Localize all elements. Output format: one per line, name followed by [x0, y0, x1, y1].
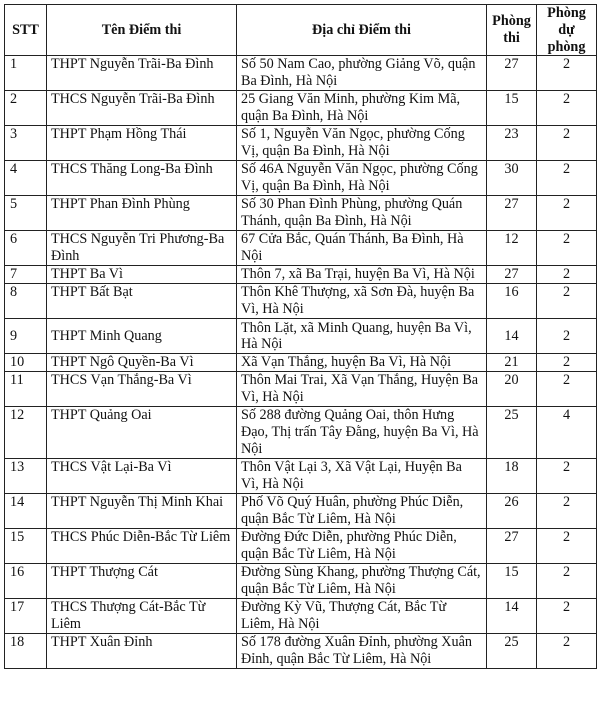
table-row	[5, 266, 597, 284]
cell-stt: 4	[5, 161, 47, 196]
cell-address: Thôn Lặt, xã Minh Quang, huyện Ba Vì, Hà Nội	[237, 319, 487, 354]
cell-reserve: 2	[537, 56, 597, 91]
cell-name: THPT Ngô Quyền-Ba Vì	[47, 354, 237, 372]
header-reserve-line1: Phòng	[547, 5, 586, 21]
cell-address: Đường Đức Diễn, phường Phúc Diễn, quận Bắc Từ Liêm, Hà Nội	[237, 529, 487, 564]
cell-stt: 1	[5, 56, 47, 91]
cell-name: THPT Quảng Oai	[47, 407, 237, 459]
cell-rooms: 30	[487, 161, 537, 196]
cell-address: Số 178 đường Xuân Đỉnh, phường Xuân Đỉnh, quận Bắc Từ Liêm, Hà Nội	[237, 634, 487, 669]
cell-rooms: 26	[487, 494, 537, 529]
cell-address: 25 Giang Văn Minh, phường Kim Mã, quận Ba Đình, Hà Nội	[237, 91, 487, 126]
header-reserve-line3: phòng	[547, 38, 586, 55]
cell-reserve: 2	[537, 354, 597, 372]
cell-rooms: 15	[487, 564, 537, 599]
cell-reserve: 2	[537, 196, 597, 231]
cell-stt: 14	[5, 494, 47, 529]
table-row	[5, 564, 597, 599]
cell-address: Thôn Khê Thượng, xã Sơn Đà, huyện Ba Vì, Hà Nội	[237, 284, 487, 319]
cell-name: THPT Ba Vì	[47, 266, 237, 284]
cell-rooms: 23	[487, 126, 537, 161]
cell-reserve: 2	[537, 231, 597, 266]
cell-address: Thôn Mai Trai, Xã Vạn Thắng, Huyện Ba Vì, Hà Nội	[237, 372, 487, 407]
header-reserve-line2: dự	[558, 21, 575, 38]
table-row	[5, 529, 597, 564]
cell-reserve: 2	[537, 634, 597, 669]
table-row	[5, 494, 597, 529]
table-row	[5, 407, 597, 459]
cell-name: THCS Thượng Cát-Bắc Từ Liêm	[47, 599, 237, 634]
cell-name: THCS Thăng Long-Ba Đình	[47, 161, 237, 196]
cell-rooms: 27	[487, 529, 537, 564]
cell-stt: 9	[5, 319, 47, 354]
table-row	[5, 319, 597, 354]
cell-stt: 11	[5, 372, 47, 407]
cell-reserve: 2	[537, 319, 597, 354]
cell-stt: 18	[5, 634, 47, 669]
cell-stt: 2	[5, 91, 47, 126]
cell-stt: 10	[5, 354, 47, 372]
cell-stt: 15	[5, 529, 47, 564]
cell-rooms: 15	[487, 91, 537, 126]
cell-reserve: 2	[537, 564, 597, 599]
cell-reserve: 2	[537, 459, 597, 494]
cell-reserve: 2	[537, 284, 597, 319]
cell-stt: 13	[5, 459, 47, 494]
cell-rooms: 27	[487, 196, 537, 231]
cell-address: Thôn 7, xã Ba Trại, huyện Ba Vì, Hà Nội	[237, 266, 487, 284]
cell-name: THPT Minh Quang	[47, 319, 237, 354]
cell-rooms: 27	[487, 56, 537, 91]
cell-rooms: 12	[487, 231, 537, 266]
cell-reserve: 2	[537, 161, 597, 196]
cell-address: Đường Sùng Khang, phường Thượng Cát, quận Bắc Từ Liêm, Hà Nội	[237, 564, 487, 599]
table-row	[5, 634, 597, 669]
table-row	[5, 126, 597, 161]
table-row	[5, 196, 597, 231]
cell-name: THPT Nguyễn Thị Minh Khai	[47, 494, 237, 529]
header-rooms	[487, 5, 537, 56]
cell-rooms: 21	[487, 354, 537, 372]
cell-rooms: 14	[487, 319, 537, 354]
table-row	[5, 91, 597, 126]
cell-name: THCS Nguyễn Tri Phương-Ba Đình	[47, 231, 237, 266]
table-row	[5, 231, 597, 266]
table-row	[5, 354, 597, 372]
cell-address: Đường Kỳ Vũ, Thượng Cát, Bắc Từ Liêm, Hà Nội	[237, 599, 487, 634]
cell-name: THPT Nguyễn Trãi-Ba Đình	[47, 56, 237, 91]
cell-name: THCS Phúc Diễn-Bắc Từ Liêm	[47, 529, 237, 564]
cell-stt: 17	[5, 599, 47, 634]
cell-reserve: 2	[537, 91, 597, 126]
exam-sites-table	[4, 4, 597, 669]
cell-name: THCS Nguyễn Trãi-Ba Đình	[47, 91, 237, 126]
table-row	[5, 284, 597, 319]
cell-reserve: 2	[537, 599, 597, 634]
cell-rooms: 14	[487, 599, 537, 634]
cell-address: Số 30 Phan Đình Phùng, phường Quán Thánh, quận Ba Đình, Hà Nội	[237, 196, 487, 231]
cell-name: THPT Xuân Đỉnh	[47, 634, 237, 669]
cell-stt: 8	[5, 284, 47, 319]
table-row	[5, 372, 597, 407]
cell-name: THPT Thượng Cát	[47, 564, 237, 599]
cell-name: THCS Vạn Thắng-Ba Vì	[47, 372, 237, 407]
cell-address: Thôn Vật Lại 3, Xã Vật Lại, Huyện Ba Vì, Hà Nội	[237, 459, 487, 494]
cell-stt: 7	[5, 266, 47, 284]
cell-reserve: 2	[537, 529, 597, 564]
cell-rooms: 18	[487, 459, 537, 494]
header-reserve-rooms	[537, 5, 597, 56]
header-stt: STT	[5, 5, 47, 56]
cell-name: THPT Phạm Hồng Thái	[47, 126, 237, 161]
cell-name: THPT Bất Bạt	[47, 284, 237, 319]
table-row	[5, 56, 597, 91]
cell-stt: 6	[5, 231, 47, 266]
cell-address: Xã Vạn Thắng, huyện Ba Vì, Hà Nội	[237, 354, 487, 372]
header-rooms-line1: Phòng	[492, 13, 531, 30]
cell-reserve: 2	[537, 266, 597, 284]
header-name: Tên Điểm thi	[47, 5, 237, 56]
cell-address: Số 1, Nguyễn Văn Ngọc, phường Cống Vị, quận Ba Đình, Hà Nội	[237, 126, 487, 161]
cell-stt: 16	[5, 564, 47, 599]
cell-address: Số 288 đường Quảng Oai, thôn Hưng Đạo, Thị trấn Tây Đằng, huyện Ba Vì, Hà Nội	[237, 407, 487, 459]
table-row	[5, 161, 597, 196]
table-row	[5, 599, 597, 634]
cell-rooms: 25	[487, 407, 537, 459]
cell-address: Số 50 Nam Cao, phường Giảng Võ, quận Ba Đình, Hà Nội	[237, 56, 487, 91]
cell-stt: 5	[5, 196, 47, 231]
cell-rooms: 27	[487, 266, 537, 284]
cell-name: THCS Vật Lại-Ba Vì	[47, 459, 237, 494]
cell-reserve: 4	[537, 407, 597, 459]
cell-address: Phố Võ Quý Huân, phường Phúc Diễn, quận Bắc Từ Liêm, Hà Nội	[237, 494, 487, 529]
cell-stt: 3	[5, 126, 47, 161]
header-row	[5, 5, 597, 56]
header-rooms-line2: thi	[503, 30, 520, 47]
cell-reserve: 2	[537, 494, 597, 529]
cell-address: 67 Cửa Bắc, Quán Thánh, Ba Đình, Hà Nội	[237, 231, 487, 266]
cell-stt: 12	[5, 407, 47, 459]
cell-rooms: 25	[487, 634, 537, 669]
cell-address: Số 46A Nguyễn Văn Ngọc, phường Cống Vị, quận Ba Đình, Hà Nội	[237, 161, 487, 196]
cell-reserve: 2	[537, 372, 597, 407]
header-address: Địa chỉ Điểm thi	[237, 5, 487, 56]
cell-rooms: 20	[487, 372, 537, 407]
cell-name: THPT Phan Đình Phùng	[47, 196, 237, 231]
table-row	[5, 459, 597, 494]
cell-rooms: 16	[487, 284, 537, 319]
cell-reserve: 2	[537, 126, 597, 161]
